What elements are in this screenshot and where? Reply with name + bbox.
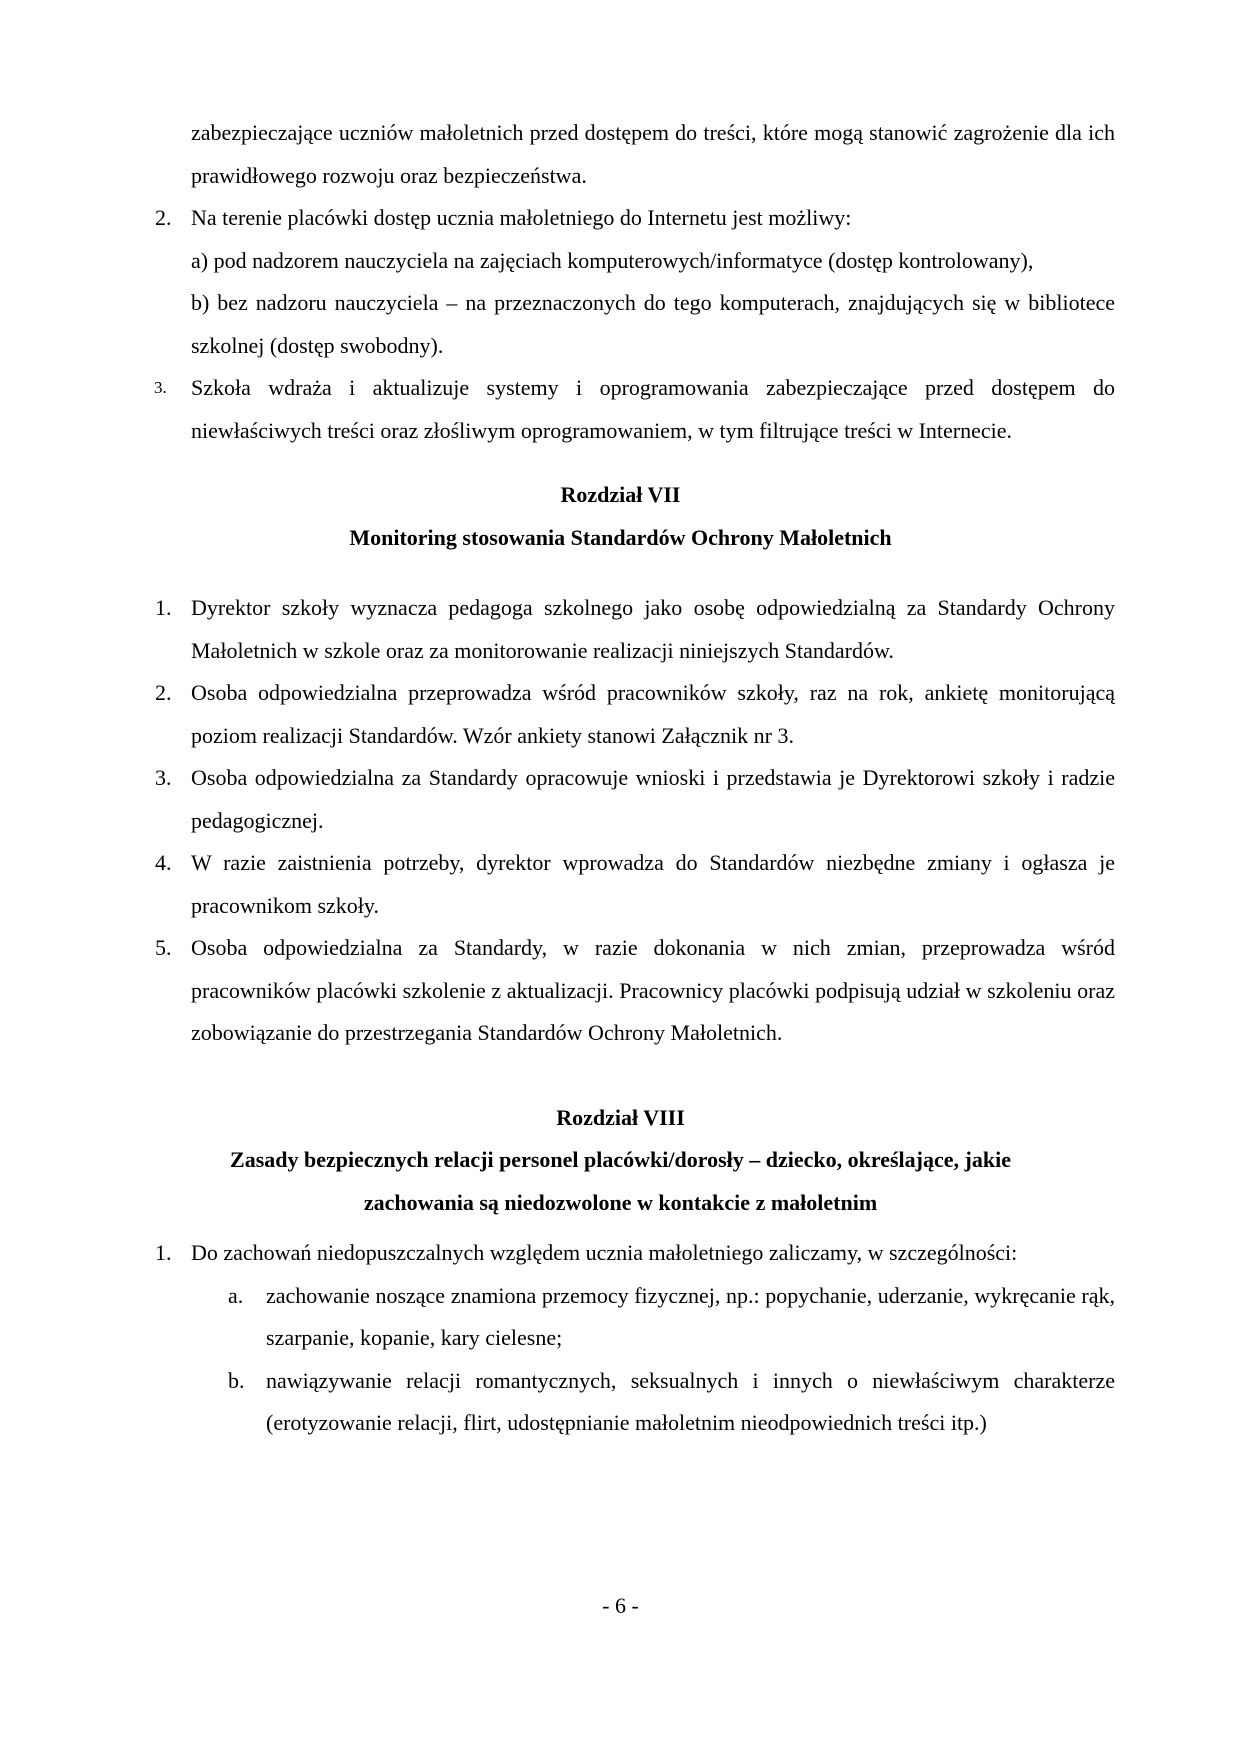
list-number: 2.	[155, 205, 172, 230]
list-item-text: Na terenie placówki dostęp ucznia małoletniego do Internetu jest możliwy:	[191, 205, 852, 230]
chapter-7-section	[0, 474, 1241, 559]
list-item-text: Osoba odpowiedzialna za Standardy opracowuje wnioski i przedstawia je Dyrektorowi szkoły i radzie pedagogicznej.	[191, 765, 1115, 833]
list-number: 4.	[155, 850, 172, 875]
sub-list-item	[228, 1360, 1115, 1445]
chapter-8-title: Rozdział VIII	[556, 1104, 685, 1130]
chapter-8-subtitle-line-1: Zasady bezpiecznych relacji personel placówki/dorosły – dziecko, określające, jakie	[230, 1147, 1011, 1172]
list-number: 1.	[155, 1240, 172, 1265]
sub-list-letter: b.	[228, 1367, 245, 1393]
list-item-text: W razie zaistnienia potrzeby, dyrektor wprowadza do Standardów niezbędne zmiany i ogłasza je pracownikom szkoły.	[191, 850, 1115, 918]
chapter-7-subtitle: Monitoring stosowania Standardów Ochrony Małoletnich	[349, 524, 892, 550]
page-content	[154, 112, 1115, 1445]
list-item-2	[155, 197, 1115, 367]
list-item	[155, 587, 1115, 672]
list-item-3	[154, 367, 1115, 452]
sub-list-text: nawiązywanie relacji romantycznych, seksualnych i innych o niewłaściwym charakterze (erotyzowanie relacji, flirt, udostępnianie małoletnim nieodpowiednich treści itp.)	[266, 1367, 1115, 1435]
list-item	[155, 842, 1115, 927]
list-subitem-a: a) pod nadzorem nauczyciela na zajęciach komputerowych/informatyce (dostęp kontrolowany),	[191, 247, 1034, 273]
sub-list-item	[228, 1275, 1115, 1360]
list-item-text: Osoba odpowiedzialna przeprowadza wśród pracowników szkoły, raz na rok, ankietę monitorującą poziom realizacji Standardów. Wzór ankiety stanowi Załącznik nr 3.	[191, 680, 1115, 748]
sub-list-text: zachowanie noszące znamiona przemocy fizycznej, np.: popychanie, uderzanie, wykręcanie rąk, szarpanie, kopanie, kary cielesne;	[266, 1282, 1115, 1350]
list-item	[155, 672, 1115, 757]
chapter-8-subtitle-line-2: zachowania są niedozwolone w kontakcie z małoletnim	[363, 1189, 878, 1215]
list-item-text: Szkoła wdraża i aktualizuje systemy i oprogramowania zabezpieczające przed dostępem do niewłaściwych treści oraz złośliwym oprogramowaniem, w tym filtrujące treści w Internecie.	[191, 375, 1115, 443]
sub-list-letter: a.	[228, 1282, 244, 1308]
list-number: 3.	[155, 765, 172, 790]
continued-paragraph: zabezpieczające uczniów małoletnich przed dostępem do treści, które mogą stanowić zagrożenie dla ich prawidłowego rozwoju oraz bezpieczeństwa.	[191, 120, 1115, 188]
page-number: - 6 -	[602, 1593, 639, 1618]
list-number: 3.	[154, 378, 167, 397]
list-number: 1.	[155, 595, 172, 620]
list-item-text: Do zachowań niedopuszczalnych względem ucznia małoletniego zaliczamy, w szczególności:	[191, 1240, 1018, 1265]
list-item-text: Osoba odpowiedzialna za Standardy, w razie dokonania w nich zmian, przeprowadza wśród pracowników placówki szkolenie z aktualizacji. Pracownicy placówki podpisują udział w szkoleniu oraz zobowiązanie do przestrzegania Standardów Ochrony Małoletnich.	[191, 935, 1115, 1045]
list-item	[155, 927, 1115, 1055]
list-item	[155, 757, 1115, 842]
list-subitem-b: b) bez nadzoru nauczyciela – na przeznaczonych do tego komputerach, znajdujących się w bibliotece szkolnej (dostęp swobodny).	[191, 290, 1115, 358]
chapter-8-sublist	[191, 1275, 1115, 1445]
chapter-8-item-1	[155, 1232, 1115, 1445]
list-item-text: Dyrektor szkoły wyznacza pedagoga szkolnego jako osobę odpowiedzialną za Standardy Ochrony Małoletnich w szkole oraz za monitorowanie realizacji niniejszych Standardów.	[191, 595, 1115, 663]
list-number: 5.	[155, 935, 172, 960]
list-number: 2.	[155, 680, 172, 705]
chapter-8-section	[0, 1097, 1241, 1225]
chapter-7-list	[155, 587, 1115, 1055]
chapter-7-title: Rozdział VII	[560, 482, 681, 507]
